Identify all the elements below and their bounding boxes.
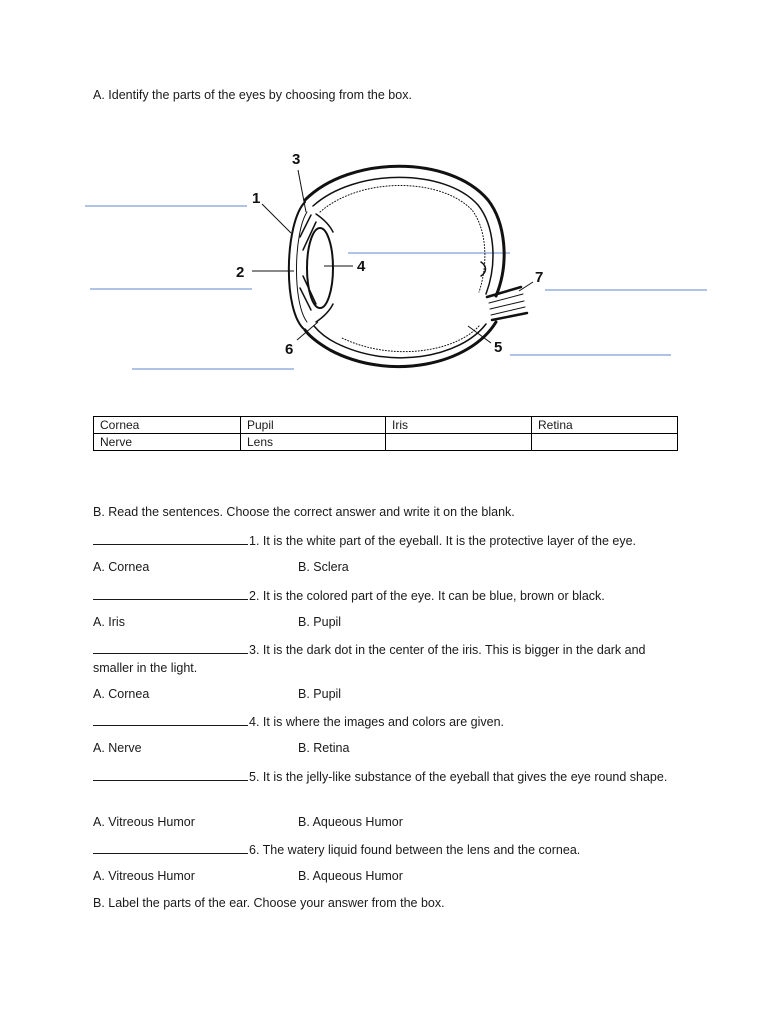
answer-blank[interactable] (93, 769, 248, 781)
word-box-cell: Nerve (94, 434, 241, 451)
answer-blank[interactable] (93, 533, 248, 545)
answer-blank[interactable] (93, 642, 248, 654)
option-a: A. Vitreous Humor (93, 815, 195, 829)
question-6 (93, 841, 683, 859)
question-4 (93, 713, 683, 731)
question-text: 6. The watery liquid found between the lens and the cornea. (249, 843, 581, 857)
option-a: A. Nerve (93, 741, 142, 755)
lens-shape (307, 228, 333, 308)
word-box-cell: Lens (241, 434, 386, 451)
question-3 (93, 641, 683, 677)
question-1 (93, 532, 683, 550)
answer-blank[interactable] (93, 842, 248, 854)
diagram-label-1: 1 (252, 190, 261, 207)
optic-nerve-fibers (489, 294, 525, 315)
answer-blank[interactable] (93, 714, 248, 726)
eye-diagram (0, 0, 768, 400)
section-b-instruction: B. Read the sentences. Choose the correct answer and write it on the blank. (93, 505, 515, 519)
question-text: 1. It is the white part of the eyeball. It is the protective layer of the eye. (249, 534, 637, 548)
diagram-label-5: 5 (494, 339, 503, 356)
option-b: B. Sclera (298, 560, 349, 574)
section-a-instruction: A. Identify the parts of the eyes by choosing from the box. (93, 88, 412, 102)
section-c-instruction: B. Label the parts of the ear. Choose your answer from the box. (93, 896, 445, 910)
option-a: A. Cornea (93, 560, 150, 574)
word-box-cell: Pupil (241, 417, 386, 434)
question-text: 5. It is the jelly-like substance of the eyeball that gives the eye round shape. (249, 770, 668, 784)
word-box-cell (532, 434, 678, 451)
diagram-label-3: 3 (292, 151, 301, 168)
question-5 (93, 768, 683, 786)
retina-layer (320, 185, 485, 351)
word-box (93, 416, 678, 451)
word-box-cell (386, 434, 532, 451)
cornea-inner (296, 212, 307, 322)
option-a: A. Vitreous Humor (93, 869, 195, 883)
option-a: A. Iris (93, 615, 125, 629)
answer-blank[interactable] (93, 588, 248, 600)
word-box-row (94, 417, 678, 434)
optic-disc (481, 262, 486, 276)
leader-lines (252, 170, 533, 343)
question-text: 2. It is the colored part of the eye. It can be blue, brown or black. (249, 589, 605, 603)
question-2 (93, 587, 683, 605)
question-text: 4. It is where the images and colors are given. (249, 715, 504, 729)
word-box-cell: Iris (386, 417, 532, 434)
diagram-label-4: 4 (357, 258, 366, 275)
option-b: B. Pupil (298, 687, 342, 701)
answer-blank-lines (85, 206, 707, 369)
diagram-label-6: 6 (285, 341, 294, 358)
option-b: B. Retina (298, 741, 350, 755)
word-box-cell: Retina (532, 417, 678, 434)
diagram-label-7: 7 (535, 269, 544, 286)
optic-nerve-outline (487, 287, 527, 320)
question-text: 3. It is the dark dot in the center of the iris. This is bigger in the dark and smaller in the light. (93, 643, 646, 675)
word-box-row (94, 434, 678, 451)
diagram-label-2: 2 (236, 264, 245, 281)
option-b: B. Aqueous Humor (298, 869, 403, 883)
option-a: A. Cornea (93, 687, 150, 701)
word-box-cell: Cornea (94, 417, 241, 434)
option-b: B. Aqueous Humor (298, 815, 403, 829)
option-b: B. Pupil (298, 615, 342, 629)
